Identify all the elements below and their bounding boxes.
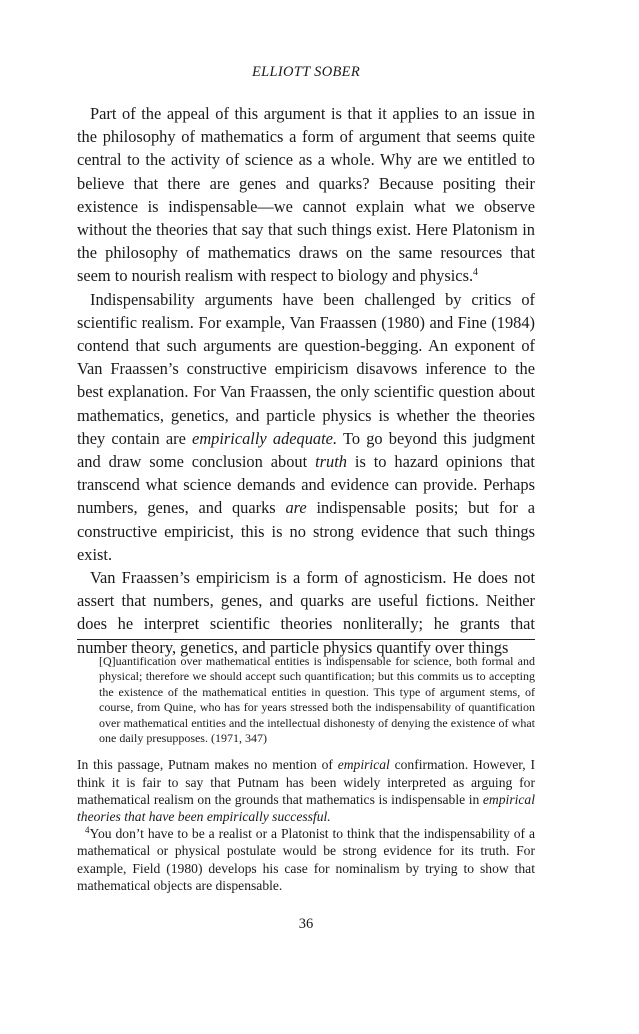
emphasis-truth: truth (315, 452, 347, 472)
paragraph-1 (77, 102, 535, 288)
continuation-part-b: confirmation. However, I think it is fair to say that Putnam has been widely interpreted as arguing for mathematical realism on the grounds that mathematics is indispensable in (77, 757, 535, 807)
continuation-part-a: In this passage, Putnam makes no mention of (77, 757, 338, 773)
emphasis-empirical: empirical (337, 757, 390, 773)
emphasis-empirically-adequate: empirically adequate. (192, 428, 338, 448)
paragraph-1-text: Part of the appeal of this argument is that it applies to an issue in the philosophy of mathematics a form of argument that seems quite central to the activity of science as a whole. Why are we entitled to believe that there are genes and quarks? Because positing their existence is indispensable—we cannot explain what we observe without the theories that say that such things exist. Here Platonism in the philosophy of mathematics draws on the same resources that seem to nourish realism with respect to biology and physics. (77, 104, 535, 286)
footnotes (77, 654, 535, 894)
emphasis-empirical-theories: empirical theories that have been empirically successful. (77, 791, 535, 825)
emphasis-are: are (285, 498, 307, 518)
footnote-4-marker: 4 (85, 825, 90, 836)
book-page (77, 64, 536, 932)
paragraph-2-part-a: Indispensability arguments have been challenged by critics of scientific realism. For example, Van Fraassen (1980) and Fine (1984) contend that such arguments are question-begging. An exponent of Van Fraassen’s constructive empiricism disavows inference to the best explanation. For Van Fraassen, the only scientific question about mathematics, genetics, and particle physics is whether the theories they contain are (77, 289, 535, 448)
footnote-ref-4[interactable]: 4 (473, 267, 479, 279)
footnote-divider (77, 639, 535, 640)
main-text (77, 102, 535, 659)
footnote-continuation (77, 756, 535, 825)
block-quote: [Q]uantification over mathematical entities is indispensable for science, both formal and physical; therefore we should accept such quantification; but this commits us to accepting the existence of the mathematical entities in question. This type of argument stems, of course, from Quine, who has for years stressed both the indispensability of quantification over mathematical entities and the intellectual dishonesty of denying the existence of what one daily presupposes. (1971, 347) (99, 654, 535, 746)
footnote-4 (77, 825, 535, 894)
paragraph-3: Van Fraassen’s empiricism is a form of agnosticism. He does not assert that numbers, genes, and quarks are useful fictions. Neither does he interpret scientific theories nonliterally; he grants that number theory, genetics, and particle physics quantify over things (77, 568, 535, 657)
footnote-4-text: You don’t have to be a realist or a Platonist to think that the indispensability of a mathematical or physical postulate would be strong evidence for its truth. For example, Field (1980) develops his case for nominalism by trying to show that mathematical objects are dispensable. (77, 826, 535, 893)
paragraph-2-part-c: is to hazard opinions that transcend what science demands and evidence can provide. Perhaps numbers, genes, and quarks (77, 452, 535, 518)
page-number: 36 (298, 916, 314, 932)
running-head: ELLIOTT SOBER (252, 64, 360, 80)
paragraph-2 (77, 288, 535, 566)
paragraph-2-part-d: indispensable posits; but for a constructive empiricist, this is no strong evidence that such things exist. (77, 498, 535, 564)
paragraph-2-part-b: To go beyond this judgment and draw some conclusion about (77, 428, 536, 472)
